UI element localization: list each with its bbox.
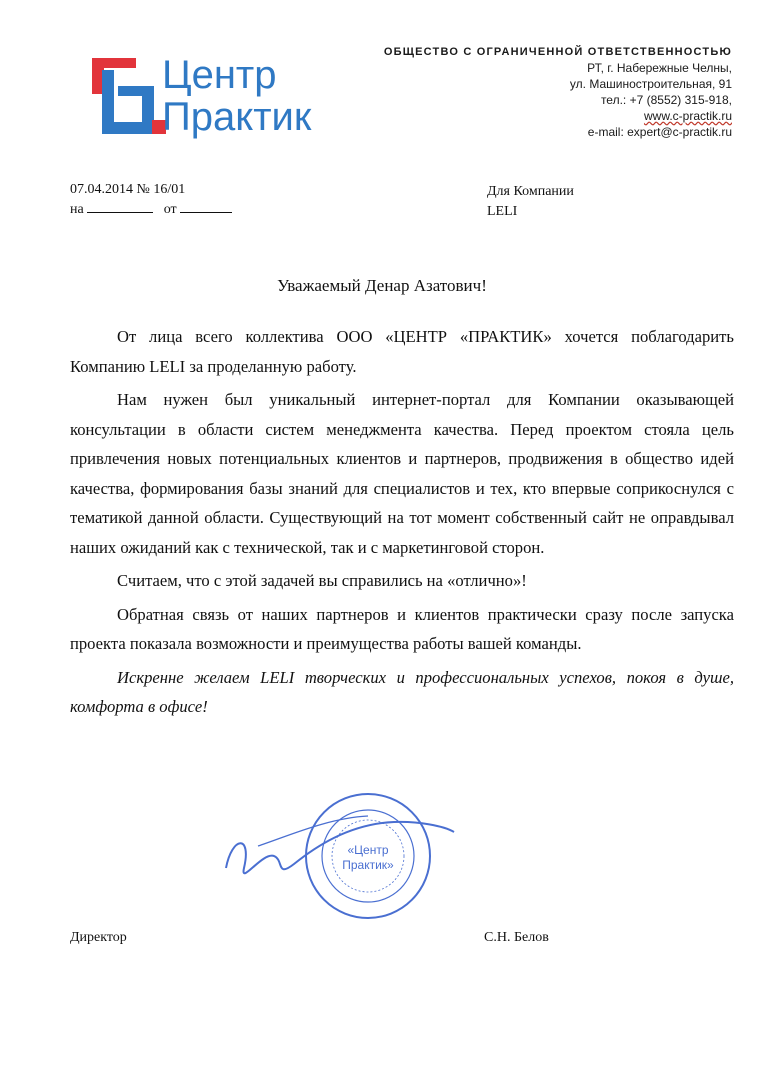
company-address-street: ул. Машиностроительная, 91 [569,77,732,91]
company-logo [88,52,388,152]
letter-greeting: Уважаемый Денар Азатович! [277,276,487,295]
addressee-line1: Для Компании [487,184,574,199]
registration-from-blank [180,200,232,213]
company-stamp [218,776,458,926]
company-email: e-mail: expert@c-practik.ru [587,125,732,139]
registration-block [70,180,232,220]
letter-body [70,322,734,726]
registration-on-label: на [70,202,84,217]
company-address-city: РТ, г. Набережные Челны, [587,61,732,75]
paragraph-4: Обратная связь от наших партнеров и клиентов практически сразу после запуска проекта показала возможности и преимущества работы вашей команды. [70,604,734,653]
paragraph-3: Считаем, что с этой задачей вы справились на «отлично»! [117,571,527,590]
company-details [384,44,732,140]
registration-from-label: от [163,202,177,217]
logo-text-line2: Практик [162,95,312,139]
signatory-role: Директор [70,930,127,945]
paragraph-closing: Искренне желаем LELI творческих и профессиональных успехов, покоя в душе, комфорта в офисе! [70,667,734,716]
signature-scribble [226,816,454,873]
stamp-text-line1: «Центр [347,843,389,857]
registration-on-blank [87,200,153,213]
logo-text-line1: Центр [162,53,277,97]
company-website: www.c-practik.ru [643,109,732,123]
registration-reference [70,200,232,220]
registration-date-number: 07.04.2014 № 16/01 [70,182,186,197]
paragraph-1: От лица всего коллектива ООО «ЦЕНТР «ПРАКТИК» хочется поблагодарить Компанию LELI за проделанную работу. [70,327,734,376]
logo-mark-icon [88,52,168,152]
company-phone: тел.: +7 (8552) 315-918, [600,93,732,107]
addressee-block [487,182,574,222]
company-name: ОБЩЕСТВО С ОГРАНИЧЕННОЙ ОТВЕТСТВЕННОСТЬЮ [383,46,732,58]
signatory-name: С.Н. Белов [484,930,549,945]
paragraph-2: Нам нужен был уникальный интернет-портал для Компании оказывающей консультации в области систем менеджмента качества. Перед проектом стояла цель привлечения новых потенциальных клиентов и партнеров, продвижения в общество идей качества, формирования базы знаний для специалистов и тех, кто впервые соприкоснулся с тематикой данной области. Существующий на тот момент собственный сайт не оправдывал наших ожиданий как с технической, так и с маркетинговой сторон. [70,390,734,557]
stamp-text-line2: Практик» [342,858,394,872]
stamp-seal [306,794,430,918]
addressee-line2: LELI [487,204,518,219]
